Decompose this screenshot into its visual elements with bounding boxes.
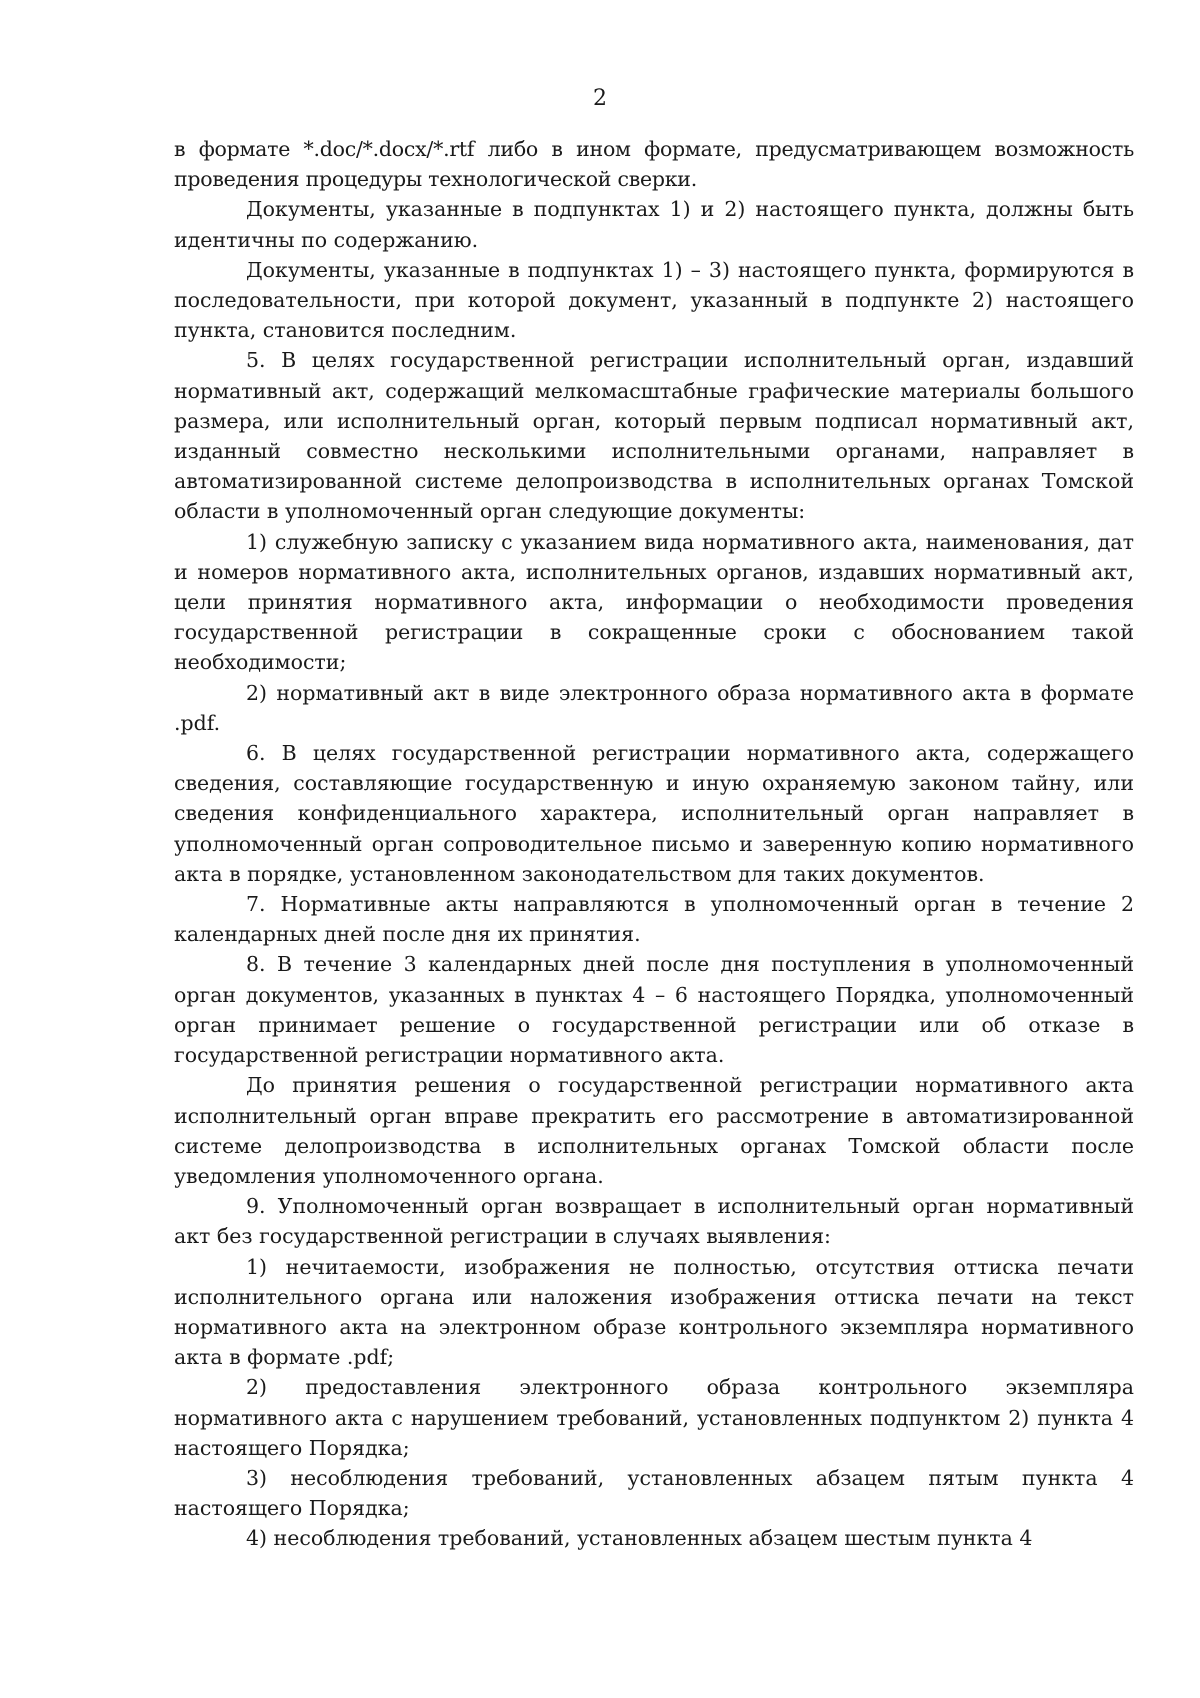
paragraph-identical-docs: Документы, указанные в подпунктах 1) и 2) настоящего пункта, должны быть идентичны по содержанию. <box>174 197 1134 252</box>
document-body <box>174 134 1134 1554</box>
page-number: 2 <box>593 86 607 111</box>
clause-7: 7. Нормативные акты направляются в уполномоченный орган в течение 2 календарных дней после дня их принятия. <box>174 892 1134 947</box>
clause-9: 9. Уполномоченный орган возвращает в исполнительный орган нормативный акт без государственной регистрации в случаях выявления: <box>174 1194 1134 1249</box>
clause-5-item-2: 2) нормативный акт в виде электронного образа нормативного акта в формате .pdf. <box>174 680 1134 735</box>
paragraph-sequence: Документы, указанные в подпунктах 1) – 3) настоящего пункта, формируются в последовательности, при которой документ, указанный в подпункте 2) настоящего пункта, становится последним. <box>174 257 1134 343</box>
clause-8-withdrawal: До принятия решения о государственной регистрации нормативного акта исполнительный орган вправе прекратить его рассмотрение в автоматизированной системе делопроизводства в исполнительных органах Томской области после уведомления уполномоченного органа. <box>174 1073 1134 1188</box>
clause-9-item-3: 3) несоблюдения требований, установленных абзацем пятым пункта 4 настоящего Порядка; <box>174 1465 1134 1521</box>
clause-8: 8. В течение 3 календарных дней после дня поступления в уполномоченный орган документов, указанных в пунктах 4 – 6 настоящего Порядка, уполномоченный орган принимает решение о государственной регистрации или об отказе в государственной регистрации нормативного акта. <box>174 952 1134 1068</box>
clause-9-item-2: 2) предоставления электронного образа контрольного экземпляра нормативного акта с нарушением требований, установленных подпунктом 2) пункта 4 настоящего Порядка; <box>174 1375 1134 1460</box>
clause-9-item-1: 1) нечитаемости, изображения не полностью, отсутствия оттиска печати исполнительного органа или наложения изображения оттиска печати на текст нормативного акта на электронном образе контрольного экземпляра нормативного акта в формате .pdf; <box>174 1254 1134 1370</box>
clause-9-item-4: 4) несоблюдения требований, установленных абзацем шестым пункта 4 <box>246 1526 1033 1551</box>
clause-6: 6. В целях государственной регистрации нормативного акта, содержащего сведения, составляющие государственную и иную охраняемую законом тайну, или сведения конфиденциального характера, исполнительный орган направляет в уполномоченный орган сопроводительное письмо и заверенную копию нормативного акта в порядке, установленном законодательством для таких документов. <box>174 741 1134 886</box>
clause-5: 5. В целях государственной регистрации исполнительный орган, издавший нормативный акт, содержащий мелкомасштабные графические материалы большого размера, или исполнительный орган, который первым подписал нормативный акт, изданный совместно несколькими исполнительными органами, направляет в автоматизированной системе делопроизводства в исполнительных органах Томской области в уполномоченный орган следующие документы: <box>174 348 1134 524</box>
clause-5-item-1: 1) служебную записку с указанием вида нормативного акта, наименования, дат и номеров нормативного акта, исполнительных органов, издавших нормативный акт, цели принятия нормативного акта, информации о необходимости проведения государственной регистрации в сокращенные сроки с обоснованием такой необходимости; <box>174 529 1134 675</box>
paragraph-continuation: в формате *.doc/*.docx/*.rtf либо в ином формате, предусматривающем возможность проведения процедуры технологической сверки. <box>174 137 1134 192</box>
